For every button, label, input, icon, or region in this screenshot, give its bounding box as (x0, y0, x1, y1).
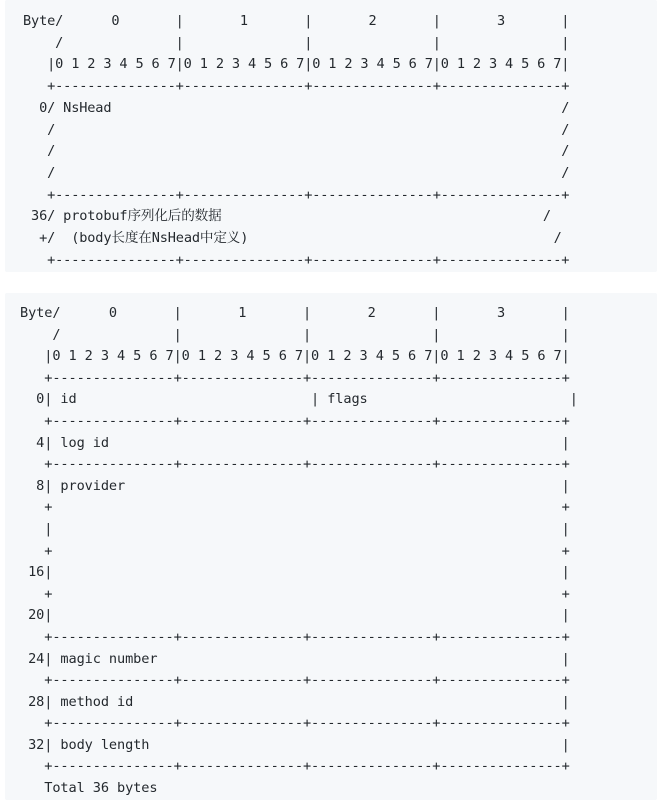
diagram-line: + + (20, 542, 570, 559)
diagram-line: |0 1 2 3 4 5 6 7|0 1 2 3 4 5 6 7|0 1 2 3 4 5 6 7|0 1 2 3 4 5 6 7| (23, 56, 570, 73)
diagram-line: 8| provider | (20, 477, 570, 494)
diagram-line: +---------------+---------------+---------------+---------------+ (20, 758, 570, 775)
diagram-line: +---------------+---------------+---------------+---------------+ (20, 628, 570, 645)
diagram-line: + + (20, 499, 570, 516)
diagram-line: | | (20, 520, 570, 537)
diagram-line: 0/ NsHead / (23, 99, 570, 116)
diagram-line: 36/ protobuf序列化后的数据 / (23, 208, 551, 225)
nshead-code-block (5, 0, 657, 272)
diagram-line: 24| magic number | (20, 650, 570, 667)
diagram-line: 4| log id | (20, 434, 570, 451)
diagram-line: / / (23, 164, 570, 181)
diagram-line: +---------------+---------------+---------------+---------------+ (20, 369, 570, 386)
diagram-line: Total 36 bytes (20, 780, 158, 797)
diagram-line: 16| | (20, 564, 570, 581)
diagram-line: +---------------+---------------+---------------+---------------+ (20, 456, 570, 473)
header-packet-diagram (20, 303, 657, 800)
diagram-line: +---------------+---------------+---------------+---------------+ (23, 78, 570, 95)
nshead-packet-diagram (23, 11, 657, 271)
diagram-line: / | | | | (23, 34, 570, 51)
diagram-line: +---------------+---------------+---------------+---------------+ (23, 186, 570, 203)
diagram-line: / / (23, 143, 570, 160)
diagram-line: +/ (body长度在NsHead中定义) / (23, 230, 562, 247)
diagram-line: +---------------+---------------+---------------+---------------+ (23, 251, 570, 268)
diagram-line: Byte/ 0 | 1 | 2 | 3 | (23, 13, 570, 29)
header-code-block (5, 293, 657, 800)
diagram-line: +---------------+---------------+---------------+---------------+ (20, 672, 570, 689)
diagram-line: 32| body length | (20, 736, 570, 753)
diagram-line: + + (20, 585, 570, 602)
diagram-line: / | | | | (20, 326, 570, 343)
diagram-line: Byte/ 0 | 1 | 2 | 3 | (20, 305, 570, 321)
diagram-line: +---------------+---------------+---------------+---------------+ (20, 715, 570, 732)
diagram-line: 28| method id | (20, 693, 570, 710)
diagram-line: +---------------+---------------+---------------+---------------+ (20, 412, 570, 429)
diagram-line: 20| | (20, 607, 570, 624)
diagram-line: 0| id | flags | (20, 391, 578, 408)
diagram-line: / / (23, 121, 570, 138)
diagram-line: |0 1 2 3 4 5 6 7|0 1 2 3 4 5 6 7|0 1 2 3 4 5 6 7|0 1 2 3 4 5 6 7| (20, 348, 570, 365)
